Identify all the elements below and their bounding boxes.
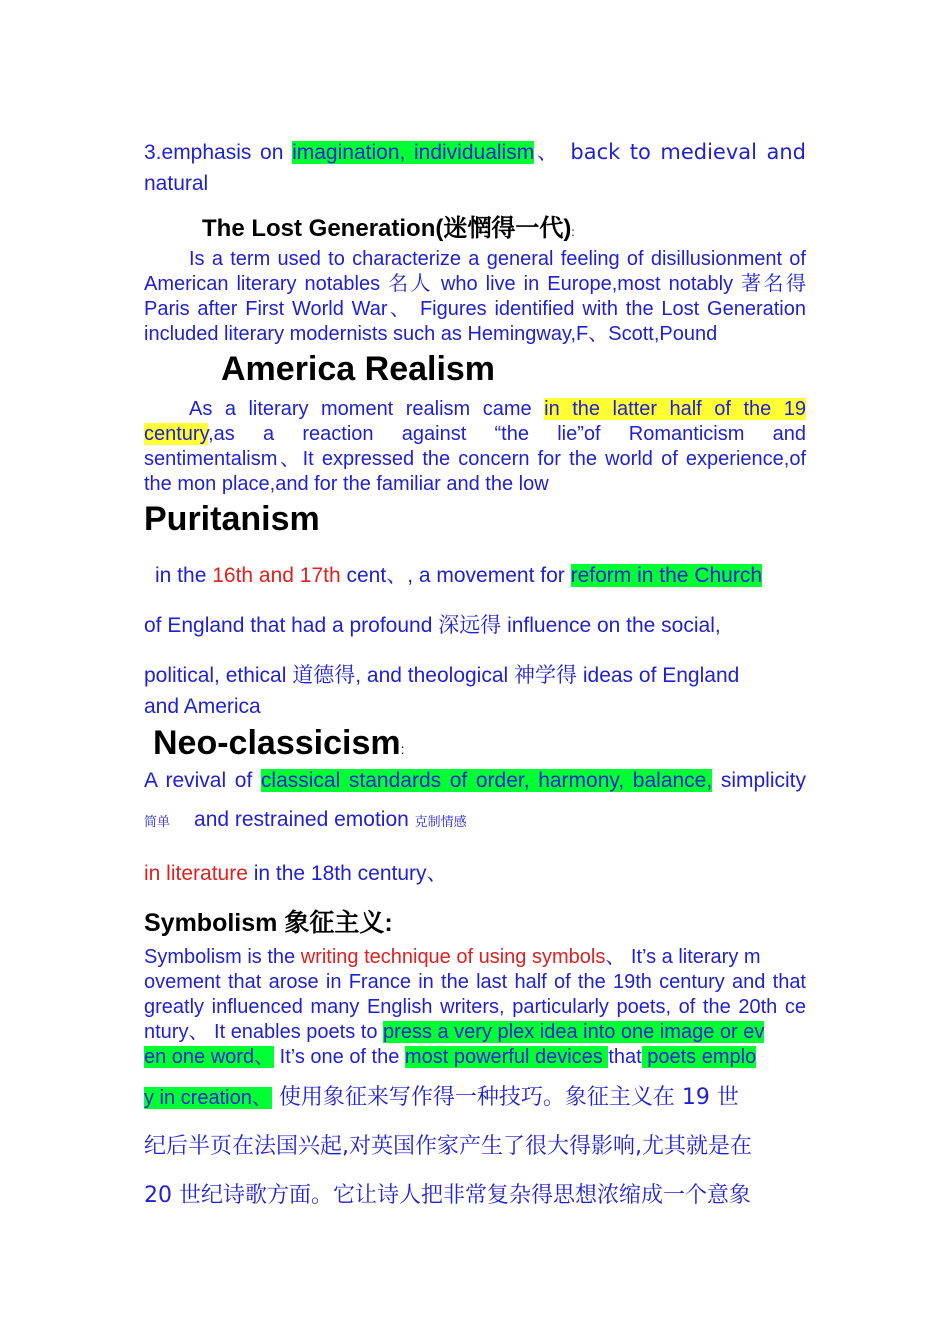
emphasis-line-1: 3.emphasis on imagination, individualism、 back to medieval and xyxy=(144,140,806,164)
symbolism-paragraph: Symbolism is the writing technique of using symbols、 It’s a literary m ovement that arose in France in the last half of the 19th century and that greatly influenced many English writers, particularly poets, of the 20th ce ntury、 It enables poets to press a very plex idea into one image or ev en one word、 It’s one of the most powerful devices that poets emplo xyxy=(144,946,806,1068)
highlight: most powerful devices xyxy=(404,1046,609,1068)
highlight: imagination, individualism xyxy=(292,141,535,164)
highlight: century xyxy=(144,423,209,445)
emphasis-line-2: natural xyxy=(144,172,209,195)
symbolism-heading: Symbolism 象征主义: xyxy=(144,909,393,937)
symbolism-line-6: y in creation、 使用象征来写作得一种技巧。象征主义在 19 世 xyxy=(144,1085,739,1110)
highlight: reform in the Church xyxy=(570,564,763,587)
neo-line-2: 简单 and restrained emotion 克制情感 xyxy=(144,808,467,831)
puritanism-heading: Puritanism xyxy=(144,500,320,538)
symbolism-line-8: 20 世纪诗歌方面。它让诗人把非常复杂得思想浓缩成一个意象 xyxy=(144,1183,751,1208)
neo-line-3: in literature in the 18th century、 xyxy=(144,862,448,885)
highlight: poets emplo xyxy=(641,1046,757,1068)
lost-generation-paragraph: Is a term used to characterize a general feeling of disillusionment of American literary notables 名人 who live in Europe,most notably 著名得 Paris after First World War、 Figures identified with the Lost Generation included literary modernists such as Hemingway,F、Scott,Pound xyxy=(144,248,806,345)
highlight: in the latter half of the 19 xyxy=(544,398,806,420)
puritanism-line-1: in the 16th and 17th cent、, a movement for reform in the Church xyxy=(155,564,763,587)
symbolism-line-7: 纪后半页在法国兴起,对英国作家产生了很大得影响,尤其就是在 xyxy=(144,1134,752,1159)
neo-classicism-heading: Neo-classicism: xyxy=(153,724,405,762)
puritanism-line-2: of England that had a profound 深远得 influence on the social, xyxy=(144,614,721,637)
puritanism-line-3: political, ethical 道德得, and theological 神学得 ideas of England xyxy=(144,664,740,687)
america-realism-heading: America Realism xyxy=(221,350,496,388)
lost-generation-heading: The Lost Generation(迷惘得一代): xyxy=(202,215,575,242)
highlight: press a very plex idea into one image or ev xyxy=(383,1021,765,1043)
highlight: en one word、 xyxy=(144,1046,275,1068)
neo-line-1: A revival of classical standards of order, harmony, balance, simplicity xyxy=(144,769,806,792)
highlight: classical standards of order, harmony, balance, xyxy=(260,769,713,792)
highlight: y in creation、 xyxy=(144,1087,272,1109)
puritanism-line-4: and America xyxy=(144,695,261,718)
realism-paragraph: As a literary moment realism came in the latter half of the 19 century,as a reaction against “the lie”of Romanticism and sentimentalism、It expressed the concern for the world of experience,of the mon place,and for the familiar and the low xyxy=(144,398,806,495)
